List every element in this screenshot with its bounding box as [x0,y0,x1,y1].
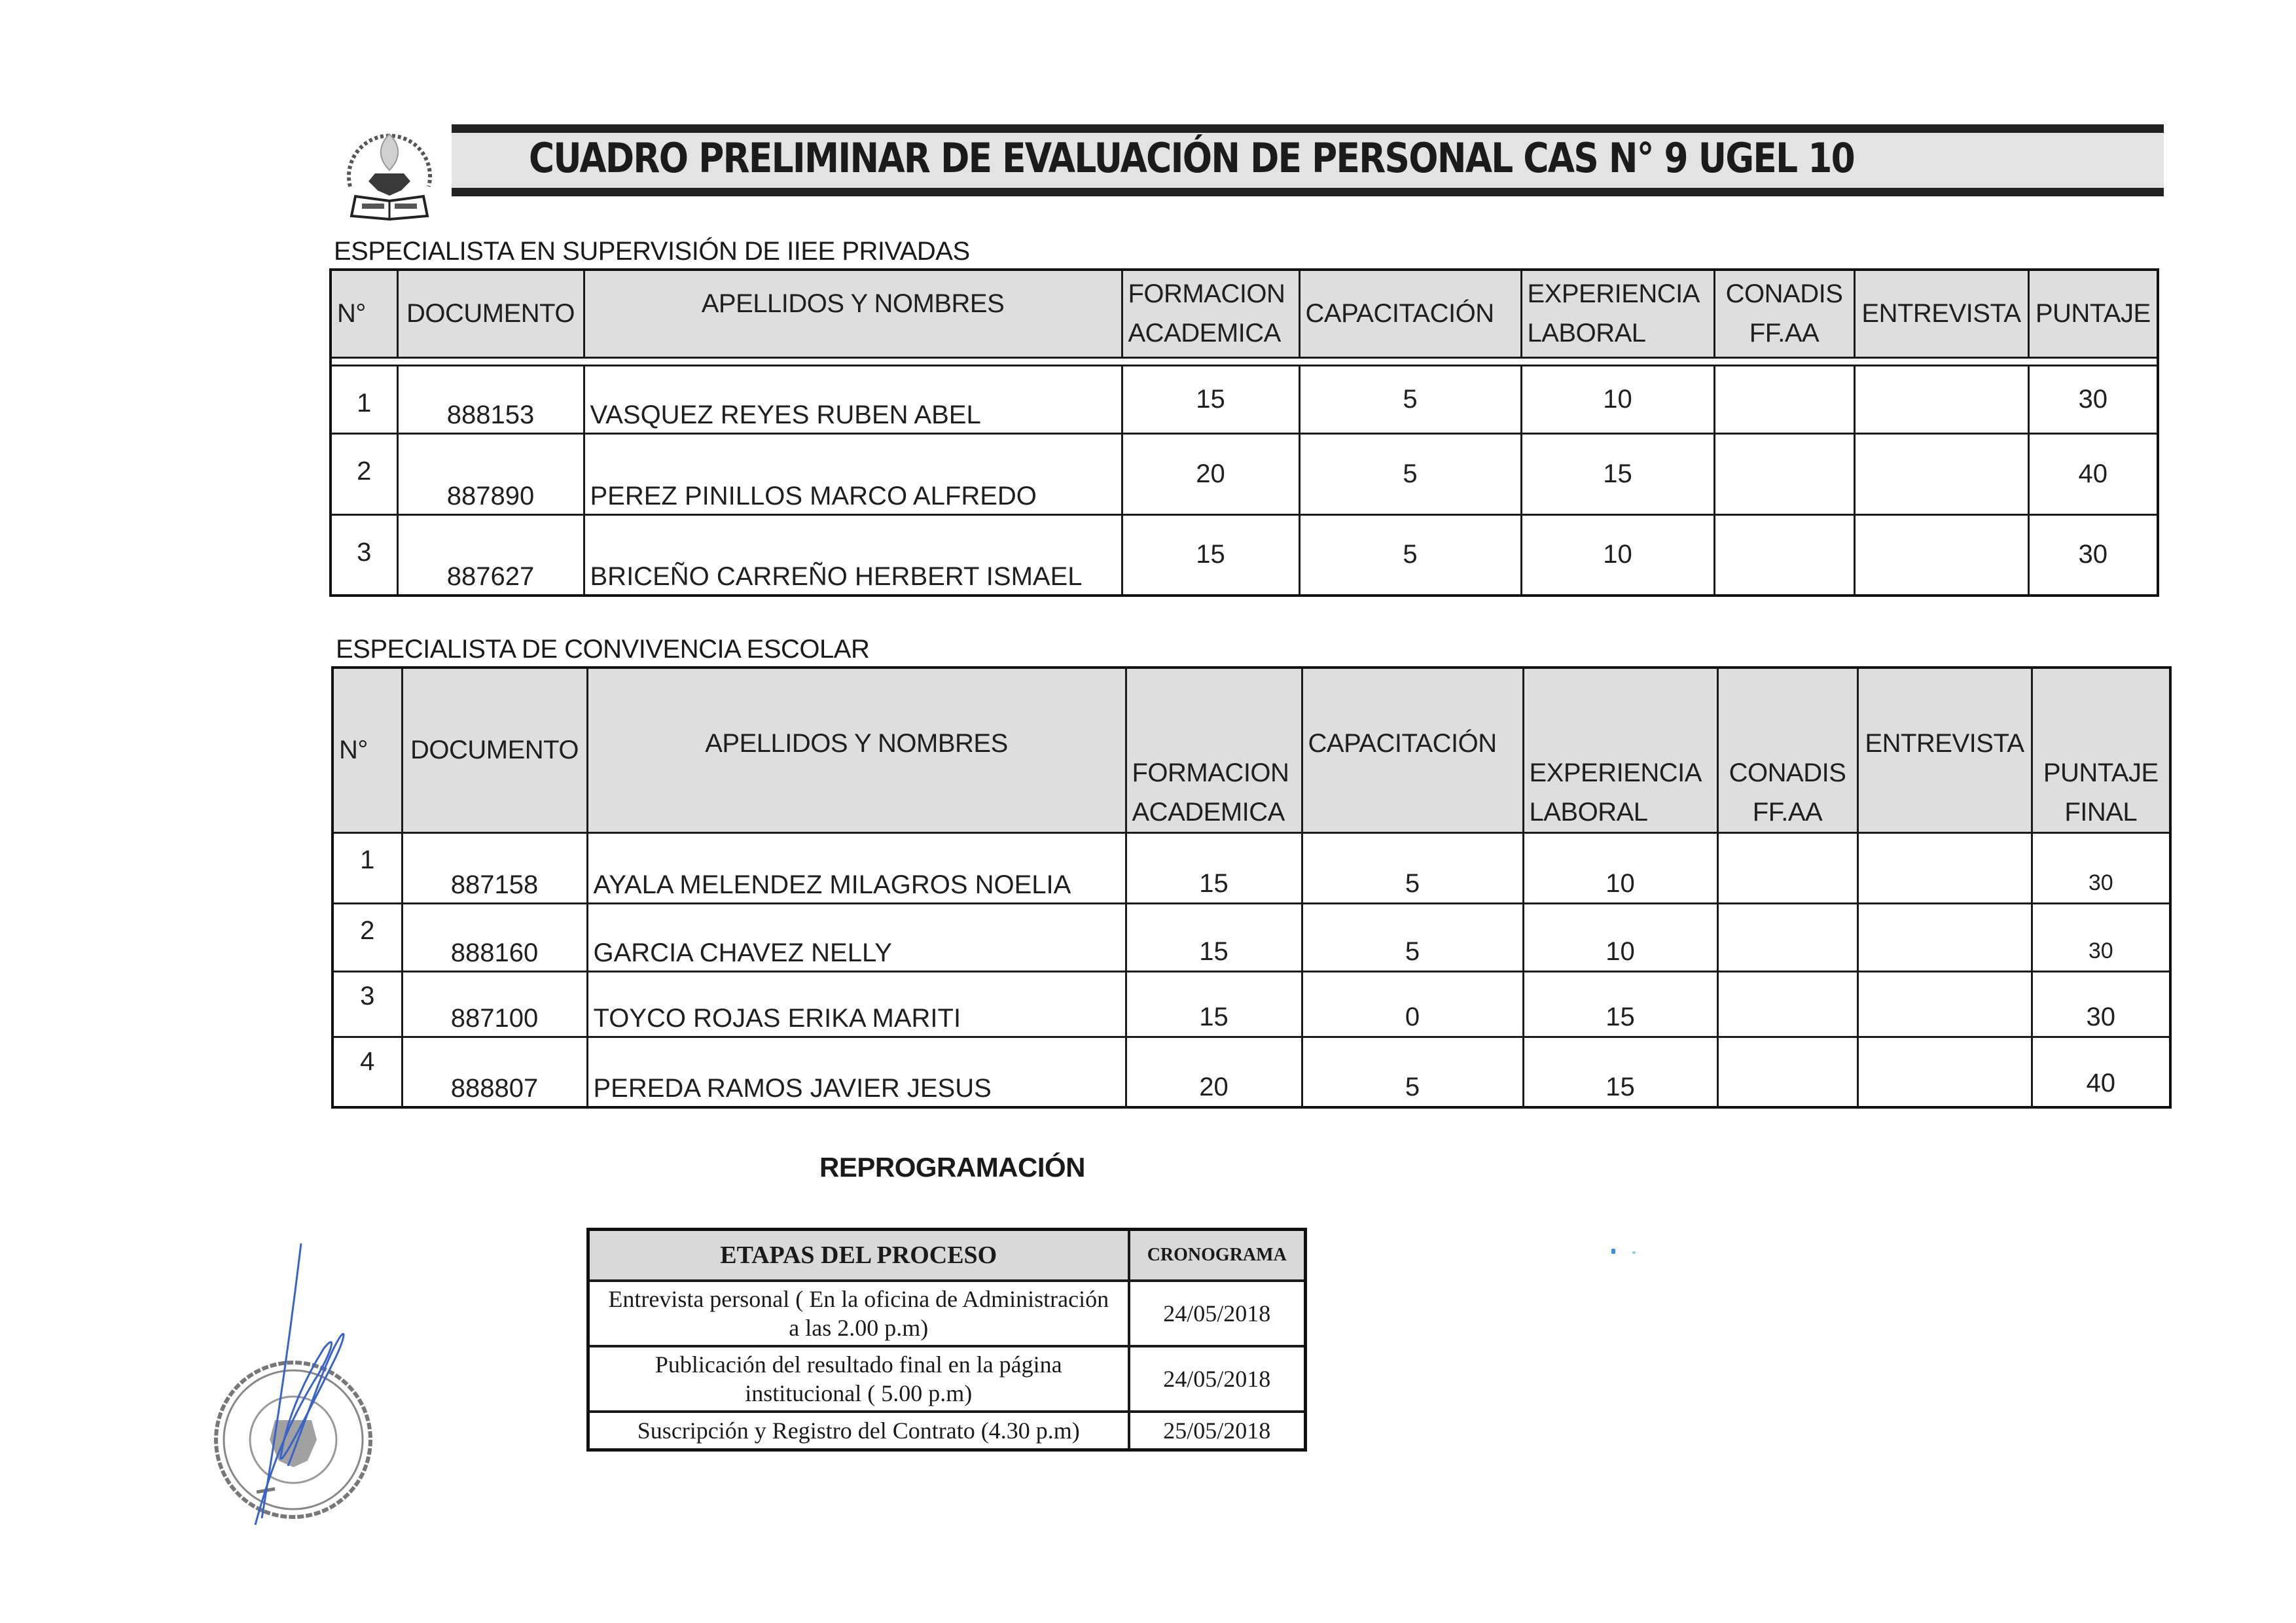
row-conadis [1714,365,1854,433]
row-documento: 887627 [397,514,584,596]
col-header-formacion-l2: ACADEMICA [1132,797,1285,827]
schedule-header-row [588,1230,1306,1281]
row-documento: 888153 [397,365,584,433]
schedule-etapa-l1: Entrevista personal ( En la oficina de Administración [608,1286,1109,1312]
col-header-experiencia-l2: LABORAL [1527,319,1646,348]
schedule-row [588,1281,1306,1346]
row-capacitacion: 5 [1302,832,1523,903]
row-number: 3 [331,514,397,596]
row-nombre: TOYCO ROJAS ERIKA MARITI [587,971,1126,1037]
row-number: 3 [332,971,402,1037]
row-documento: 887158 [402,832,587,903]
page-title: CUADRO PRELIMINAR DE EVALUACIÓN DE PERSONAL CAS N° 9 UGEL 10 [529,134,1854,182]
row-experiencia: 10 [1521,365,1714,433]
schedule-etapa [588,1281,1129,1346]
row-puntaje: 30 [2028,365,2158,433]
row-formacion: 15 [1126,971,1302,1037]
schedule-fecha: 25/05/2018 [1129,1412,1306,1450]
col-header-conadis-l1: CONADIS [1725,279,1843,309]
row-documento: 888807 [402,1037,587,1107]
row-puntaje: 30 [2032,903,2170,971]
col-header-conadis [1714,270,1854,357]
row-entrevista [1857,903,2032,971]
row-capacitacion: 5 [1299,514,1521,596]
col-header-puntaje-l2: FINAL [2064,797,2138,827]
ink-mark [1611,1249,1615,1254]
row-number: 1 [332,832,402,903]
row-entrevista [1854,433,2028,514]
row-conadis [1717,1037,1857,1107]
schedule-etapa: Suscripción y Registro del Contrato (4.30 p.m) [588,1412,1129,1450]
row-conadis [1717,832,1857,903]
row-nombre: PEREDA RAMOS JAVIER JESUS [587,1037,1126,1107]
row-capacitacion: 5 [1299,433,1521,514]
schedule-etapa [588,1346,1129,1412]
title-banner [452,124,2164,196]
table-row [332,971,2170,1037]
col-header-formacion [1126,668,1302,832]
row-number: 2 [331,433,397,514]
col-header-nombres: APELLIDOS Y NOMBRES [587,668,1126,832]
col-header-experiencia-l2: LABORAL [1529,797,1648,827]
row-number: 1 [331,365,397,433]
ink-mark [1632,1251,1636,1254]
administration-stamp-icon [177,1217,412,1531]
col-header-capacitacion: CAPACITACIÓN [1299,270,1521,357]
row-entrevista [1857,971,2032,1037]
col-header-experiencia [1523,668,1717,832]
row-experiencia: 10 [1521,514,1714,596]
row-entrevista [1857,832,2032,903]
row-capacitacion: 5 [1302,1037,1523,1107]
schedule-header-etapas: ETAPAS DEL PROCESO [588,1230,1129,1281]
col-header-conadis-l2: FF.AA [1752,797,1823,827]
section-title-supervision: ESPECIALISTA EN SUPERVISIÓN DE IIEE PRIVADAS [334,237,970,266]
col-header-entrevista: ENTREVISTA [1857,668,2032,832]
schedule-row [588,1346,1306,1412]
row-experiencia: 15 [1521,433,1714,514]
row-nombre: AYALA MELENDEZ MILAGROS NOELIA [587,832,1126,903]
col-header-puntaje-final [2032,668,2170,832]
evaluation-table-supervision [329,268,2159,597]
row-puntaje: 30 [2032,832,2170,903]
col-header-documento: DOCUMENTO [402,668,587,832]
col-header-conadis-l1: CONADIS [1729,758,1846,787]
table-row [332,832,2170,903]
row-nombre: PEREZ PINILLOS MARCO ALFREDO [584,433,1122,514]
row-entrevista [1854,365,2028,433]
table-row [332,903,2170,971]
col-header-documento: DOCUMENTO [397,270,584,357]
schedule-etapa-l1: Publicación del resultado final en la página [655,1351,1062,1378]
col-header-conadis [1717,668,1857,832]
row-puntaje: 30 [2028,514,2158,596]
col-header-n: N° [331,270,397,357]
table-row [331,514,2158,596]
row-number: 4 [332,1037,402,1107]
schedule-fecha: 24/05/2018 [1129,1281,1306,1346]
reprogramacion-title: REPROGRAMACIÓN [819,1152,1086,1183]
row-capacitacion: 5 [1299,365,1521,433]
col-header-conadis-l2: FF.AA [1749,319,1820,348]
row-puntaje: 30 [2032,971,2170,1037]
row-formacion: 15 [1122,514,1299,596]
schedule-etapa-l2: a las 2.00 p.m) [789,1315,929,1341]
row-formacion: 15 [1122,365,1299,433]
row-documento: 888160 [402,903,587,971]
col-header-formacion-l1: FORMACION [1132,758,1289,787]
row-entrevista [1857,1037,2032,1107]
row-experiencia: 15 [1523,971,1717,1037]
row-capacitacion: 0 [1302,971,1523,1037]
row-formacion: 20 [1126,1037,1302,1107]
row-conadis [1717,903,1857,971]
row-documento: 887100 [402,971,587,1037]
section-title-convivencia: ESPECIALISTA DE CONVIVENCIA ESCOLAR [336,635,870,664]
ugel-logo-icon [324,108,455,223]
col-header-puntaje-l1: PUNTAJE [2043,758,2159,787]
table-row [331,433,2158,514]
col-header-experiencia [1521,270,1714,357]
row-entrevista [1854,514,2028,596]
col-header-entrevista: ENTREVISTA [1854,270,2028,357]
row-conadis [1714,433,1854,514]
table-row [332,1037,2170,1107]
row-puntaje: 40 [2032,1037,2170,1107]
schedule-row [588,1412,1306,1450]
row-documento: 887890 [397,433,584,514]
schedule-etapa-l2: institucional ( 5.00 p.m) [745,1380,973,1406]
col-header-formacion-l2: ACADEMICA [1128,319,1281,348]
table-row [331,365,2158,433]
col-header-nombres: APELLIDOS Y NOMBRES [584,270,1122,357]
spacer-cell [331,357,2158,365]
row-conadis [1717,971,1857,1037]
row-puntaje: 40 [2028,433,2158,514]
spacer-row [331,357,2158,365]
schedule-fecha: 24/05/2018 [1129,1346,1306,1412]
col-header-n: N° [332,668,402,832]
evaluation-table-convivencia [331,666,2172,1109]
row-conadis [1714,514,1854,596]
col-header-formacion-l1: FORMACION [1128,279,1285,309]
row-capacitacion: 5 [1302,903,1523,971]
row-experiencia: 15 [1523,1037,1717,1107]
col-header-formacion [1122,270,1299,357]
row-nombre: GARCIA CHAVEZ NELLY [587,903,1126,971]
row-formacion: 15 [1126,903,1302,971]
row-nombre: BRICEÑO CARREÑO HERBERT ISMAEL [584,514,1122,596]
table-header-row [332,668,2170,832]
col-header-experiencia-l1: EXPERIENCIA [1527,279,1700,309]
schedule-table [586,1228,1307,1452]
row-formacion: 20 [1122,433,1299,514]
col-header-capacitacion: CAPACITACIÓN [1302,668,1523,832]
schedule-header-cronograma: CRONOGRAMA [1129,1230,1306,1281]
row-number: 2 [332,903,402,971]
col-header-puntaje: PUNTAJE [2028,270,2158,357]
row-experiencia: 10 [1523,832,1717,903]
table-header-row [331,270,2158,357]
row-nombre: VASQUEZ REYES RUBEN ABEL [584,365,1122,433]
row-experiencia: 10 [1523,903,1717,971]
col-header-experiencia-l1: EXPERIENCIA [1529,758,1702,787]
row-formacion: 15 [1126,832,1302,903]
